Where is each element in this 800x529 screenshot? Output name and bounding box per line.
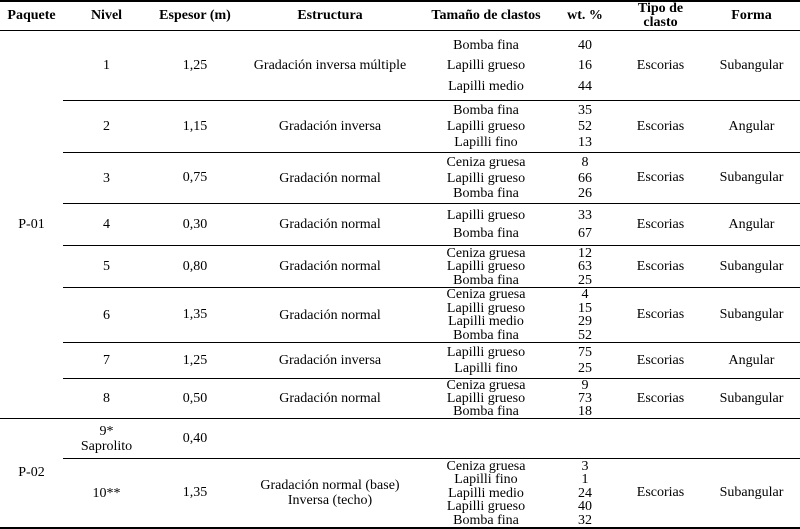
table-text-line: 52 (578, 119, 592, 134)
table-text-line: Ceniza gruesa (446, 245, 526, 261)
table-text-line: 9* (99, 423, 114, 439)
section-p02-levels (63, 419, 800, 527)
table-text-line: 10** (92, 485, 121, 501)
wt-cell (552, 459, 618, 527)
table-text-line: Lapilli grueso (446, 208, 526, 223)
forma-cell: Angular (728, 216, 775, 232)
table-text-line: Lapilli grueso (446, 259, 526, 274)
espesor-cell: 1,35 (182, 485, 208, 500)
nivel-cell (63, 204, 150, 245)
table-text-line: Lapilli grueso (446, 119, 526, 134)
forma-cell: Angular (728, 118, 775, 134)
table-text-line: 13 (578, 135, 592, 150)
wt-cell (552, 101, 618, 152)
tamano-clastos-cell (420, 419, 552, 458)
table-text-line: Saprolito (80, 438, 133, 454)
wt-cell (552, 379, 618, 418)
table-text-line: Ceniza gruesa (446, 458, 526, 474)
table-text-line: 1 (103, 58, 110, 73)
wt-cell (552, 343, 618, 378)
table-text-line: Lapilli grueso (446, 58, 526, 73)
table-text-line: 32 (578, 512, 592, 528)
table-text-line: Lapilli grueso (446, 170, 526, 186)
tipo-clasto-cell: Escorias (636, 57, 685, 73)
table-text-line: 29 (578, 314, 592, 330)
table-text-line: 75 (578, 345, 592, 360)
table-text-line: Bomba fina (453, 272, 519, 288)
table-text-line: 35 (578, 103, 592, 118)
table-text-line: Lapilli grueso (446, 345, 526, 360)
table-text-line: Gradación normal (279, 391, 381, 406)
level-row-8 (63, 378, 800, 418)
forma-cell: Angular (728, 352, 775, 368)
table-text-line: Lapilli grueso (446, 391, 526, 406)
table-text-line: 63 (578, 259, 592, 274)
nivel-cell (63, 419, 150, 458)
wt-cell (552, 246, 618, 287)
col-header-nivel: Nivel (90, 8, 123, 23)
forma-cell: Subangular (719, 485, 784, 500)
estructura-cell (240, 153, 420, 203)
espesor-cell: 0,80 (182, 258, 208, 274)
table-text-line: Lapilli fino (454, 361, 518, 376)
tamano-clastos-cell (420, 288, 552, 342)
tipo-clasto-cell (618, 419, 703, 458)
col-header-estructura: Estructura (297, 8, 363, 23)
nivel-cell (63, 459, 150, 527)
table-text-line: Bomba fina (453, 226, 519, 241)
table-text-line: 3 (581, 458, 589, 474)
tipo-clasto-cell: Escorias (636, 118, 685, 134)
espesor-cell: 0,75 (182, 170, 208, 185)
table-text-line: 25 (578, 272, 592, 288)
table-text-line: 67 (578, 226, 592, 241)
col-header-tamano-clastos: Tamaño de clastos (431, 8, 541, 23)
level-row-9 (63, 419, 800, 458)
estructura-cell (240, 459, 420, 527)
table-text-line: Gradación inversa múltiple (253, 58, 407, 73)
tipo-clasto-cell: Escorias (636, 216, 685, 232)
espesor-cell: 1,35 (182, 307, 208, 322)
forma-cell: Subangular (719, 390, 784, 406)
tamano-clastos-cell (420, 31, 552, 100)
level-row-7 (63, 342, 800, 378)
tamano-clastos-cell (420, 101, 552, 152)
table-text-line: 26 (578, 186, 592, 202)
espesor-cell: 0,30 (182, 216, 208, 232)
table-header-row (0, 2, 800, 31)
wt-cell (552, 288, 618, 342)
wt-cell (552, 204, 618, 245)
table-text-line: 6 (103, 307, 110, 323)
table-text-line: 40 (578, 499, 592, 514)
estructura-cell (240, 343, 420, 378)
paquete-cell: P-02 (18, 465, 45, 480)
col-header-espesor: Espesor (m) (159, 8, 231, 23)
table-text-line: Inversa (techo) (287, 493, 373, 508)
espesor-cell: 0,40 (182, 430, 208, 446)
table-text-line: Bomba fina (453, 186, 519, 202)
tipo-clasto-cell: Escorias (636, 258, 685, 274)
level-row-5 (63, 245, 800, 287)
table-text-line: Bomba fina (453, 512, 519, 528)
table-text-line: Gradación normal (279, 170, 381, 186)
table-text-line: Ceniza gruesa (446, 378, 526, 393)
table-text-line: 52 (578, 327, 592, 343)
table-text-line: Lapilli grueso (446, 499, 526, 514)
table-text-line: Gradación normal (279, 259, 381, 274)
tamano-clastos-cell (420, 246, 552, 287)
table-text-line: Lapilli fino (454, 135, 518, 150)
wt-cell (552, 31, 618, 100)
col-header-forma: Forma (731, 8, 772, 23)
table-text-line: 2 (103, 119, 110, 134)
table-text-line: Bomba fina (453, 327, 519, 343)
nivel-cell (63, 379, 150, 418)
espesor-cell: 1,25 (182, 352, 208, 368)
forma-cell (703, 419, 800, 458)
col-header-tipo-clasto (618, 2, 703, 30)
level-row-6 (63, 287, 800, 342)
table-text-line: Gradación normal (279, 307, 381, 323)
col-header-paquete: Paquete (7, 8, 56, 23)
nivel-cell (63, 31, 150, 100)
table-text-line: 1 (581, 472, 589, 487)
table-text-line: Lapilli fino (454, 472, 518, 487)
level-row-1 (63, 31, 800, 100)
col-header-wt: wt. % (567, 8, 603, 23)
col-header-tipo-clasto-label: Tipo de clasto (637, 1, 684, 30)
level-row-10 (63, 458, 800, 527)
table-text-line: 8 (103, 391, 110, 406)
nivel-cell (63, 288, 150, 342)
section-p02 (0, 418, 800, 527)
wt-cell (552, 419, 618, 458)
paquete-cell: P-01 (18, 216, 45, 232)
tipo-clasto-cell: Escorias (636, 485, 685, 500)
tipo-clasto-cell: Escorias (636, 307, 685, 322)
table-text-line: 44 (578, 78, 592, 94)
table-text-line: 8 (581, 154, 589, 170)
table-text-line: 5 (103, 259, 110, 274)
table-text-line: 12 (578, 245, 592, 261)
table-text-line: Gradación normal (279, 217, 381, 232)
section-p01 (0, 31, 800, 418)
table-text-line: 15 (578, 300, 592, 316)
table-text-line: 7 (103, 353, 110, 368)
table-text-line: Lapilli grueso (446, 300, 526, 316)
espesor-cell: 0,50 (182, 390, 208, 406)
table-text-line: Gradación normal (base) (260, 478, 400, 493)
table-text-line: 9 (581, 378, 589, 393)
table-text-line: 40 (578, 37, 592, 53)
table-text-line: Ceniza gruesa (446, 287, 526, 303)
table-text-line: Bomba fina (453, 404, 519, 419)
estructura-cell (240, 204, 420, 245)
estructura-cell (240, 419, 420, 458)
forma-cell: Subangular (719, 258, 784, 274)
table-text-line: 3 (103, 170, 110, 186)
table-text-line: Bomba fina (453, 103, 519, 118)
level-row-3 (63, 152, 800, 203)
table-text-line: 18 (578, 404, 592, 419)
table-text-line: Ceniza gruesa (446, 154, 526, 170)
wt-cell (552, 153, 618, 203)
table-text-line: 25 (578, 361, 592, 376)
tamano-clastos-cell (420, 379, 552, 418)
estructura-cell (240, 379, 420, 418)
nivel-cell (63, 343, 150, 378)
tamano-clastos-cell (420, 204, 552, 245)
level-row-2 (63, 100, 800, 152)
table-text-line: 73 (578, 391, 592, 406)
table-text-line: Bomba fina (453, 37, 519, 53)
estructura-cell (240, 246, 420, 287)
forma-cell: Subangular (719, 170, 784, 185)
level-row-4 (63, 203, 800, 245)
table-text-line: Lapilli medio (448, 78, 524, 94)
forma-cell: Subangular (719, 57, 784, 73)
espesor-cell: 1,15 (182, 118, 208, 134)
tamano-clastos-cell (420, 459, 552, 527)
tipo-clasto-cell: Escorias (636, 352, 685, 368)
estructura-cell (240, 31, 420, 100)
table-text-line: 33 (578, 208, 592, 223)
table-text-line: 16 (578, 58, 592, 73)
table-text-line: Gradación inversa (278, 353, 382, 368)
estructura-cell (240, 101, 420, 152)
tamano-clastos-cell (420, 343, 552, 378)
table-text-line: Lapilli medio (448, 485, 524, 501)
tipo-clasto-cell: Escorias (636, 390, 685, 406)
forma-cell: Subangular (719, 307, 784, 322)
nivel-cell (63, 153, 150, 203)
table-text-line: Lapilli medio (448, 314, 524, 330)
nivel-cell (63, 101, 150, 152)
tamano-clastos-cell (420, 153, 552, 203)
estructura-cell (240, 288, 420, 342)
table-text-line: Gradación inversa (278, 119, 382, 134)
section-p01-levels (63, 31, 800, 418)
tipo-clasto-cell: Escorias (636, 170, 685, 185)
nivel-cell (63, 246, 150, 287)
table-text-line: 4 (581, 287, 589, 303)
espesor-cell: 1,25 (182, 57, 208, 73)
table-text-line: 66 (578, 170, 592, 186)
table-text-line: 24 (578, 485, 592, 501)
table-text-line: 4 (103, 217, 110, 232)
